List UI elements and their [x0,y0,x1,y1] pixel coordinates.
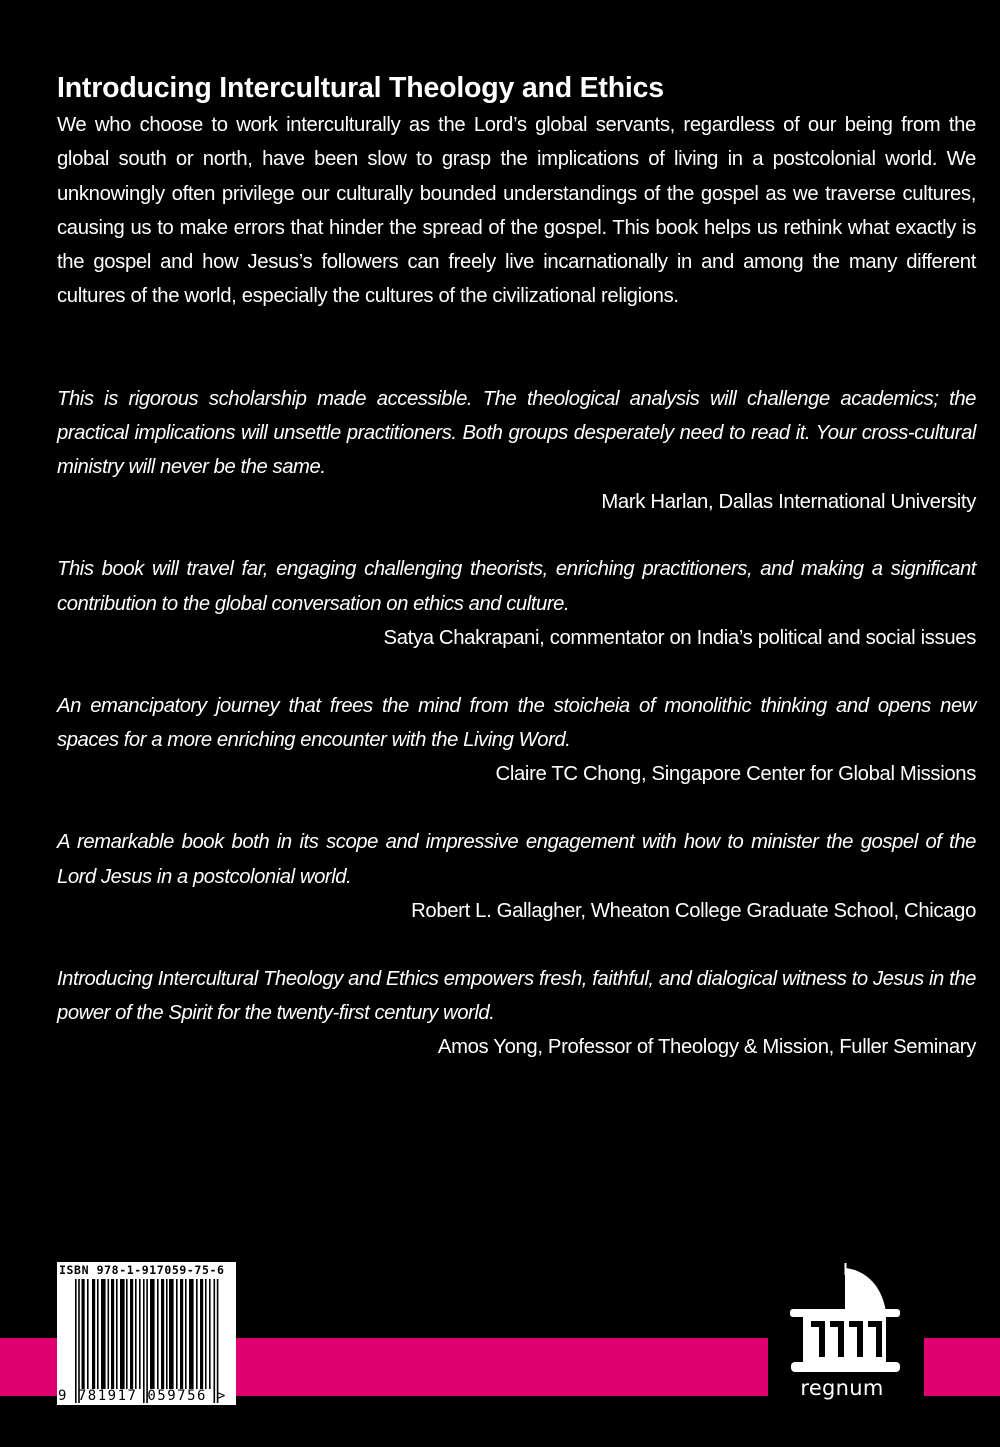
endorsement [57,689,976,792]
barcode-icon [73,1279,228,1403]
isbn-label: ISBN 978-1-917059-75-6 [59,1263,225,1277]
accent-band-left [0,1338,57,1396]
endorsement-quote: An emancipatory journey that frees the mind from the stoicheia of monolithic thinking and opens new spaces for a more enriching encounter with the Living Word. [57,694,976,752]
ean-digits: 9 781917 059756 > [58,1388,227,1404]
endorsement-attribution: Amos Yong, Professor of Theology & Mission, Fuller Seminary [437,1036,976,1059]
book-blurb: We who choose to work interculturally as the Lord’s global servants, regardless of our being from the global south or north, have been slow to grasp the implications of living in a postcolonial world. We unknowingly often privilege our culturally bounded understandings of the gospel as we traverse cultures, causing us to make errors that hinder the spread of the gospel. This book helps us rethink what exactly is the gospel and how Jesus’s followers can freely live incarnationally in and among the many different cultures of the world, especially the cultures of the civilizational religions. [57,114,976,308]
endorsement-quote: This is rigorous scholarship made accessible. The theological analysis will challenge academics; the practical implications will unsettle practitioners. Both groups desperately need to read it. Your cross-cultural ministry will never be the same. [57,387,976,479]
accent-band-right [924,1338,1000,1396]
endorsement-quote: This book will travel far, engaging challenging theorists, enriching practitioners, and making a significant contribution to the global conversation on ethics and culture. [57,558,976,615]
accent-band-middle [236,1338,768,1396]
endorsement-quote: Introducing Intercultural Theology and Ethics empowers fresh, faithful, and dialogical witness to Jesus in the power of the Spirit for the twenty-first century world. [57,967,976,1024]
book-title: Introducing Intercultural Theology and Ethics [57,72,664,104]
endorsement [57,962,976,1065]
endorsements [57,382,976,1065]
publisher-name: regnum [800,1376,884,1400]
endorsement [57,825,976,928]
endorsement-attribution: Satya Chakrapani, commentator on India’s political and social issues [383,627,976,650]
isbn-barcode [57,1262,236,1405]
building-dome-icon [786,1260,906,1375]
endorsement [57,552,976,655]
endorsement-attribution: Mark Harlan, Dallas International University [601,490,976,513]
endorsement-quote: A remarkable book both in its scope and impressive engagement with how to minister the gospel of the Lord Jesus in a postcolonial world. [57,831,976,888]
endorsement-attribution: Claire TC Chong, Singapore Center for Global Missions [495,763,976,786]
endorsement-attribution: Robert L. Gallagher, Wheaton College Graduate School, Chicago [411,899,976,922]
publisher-logo [786,1260,906,1410]
endorsement [57,382,976,519]
back-cover-content [57,68,976,1098]
